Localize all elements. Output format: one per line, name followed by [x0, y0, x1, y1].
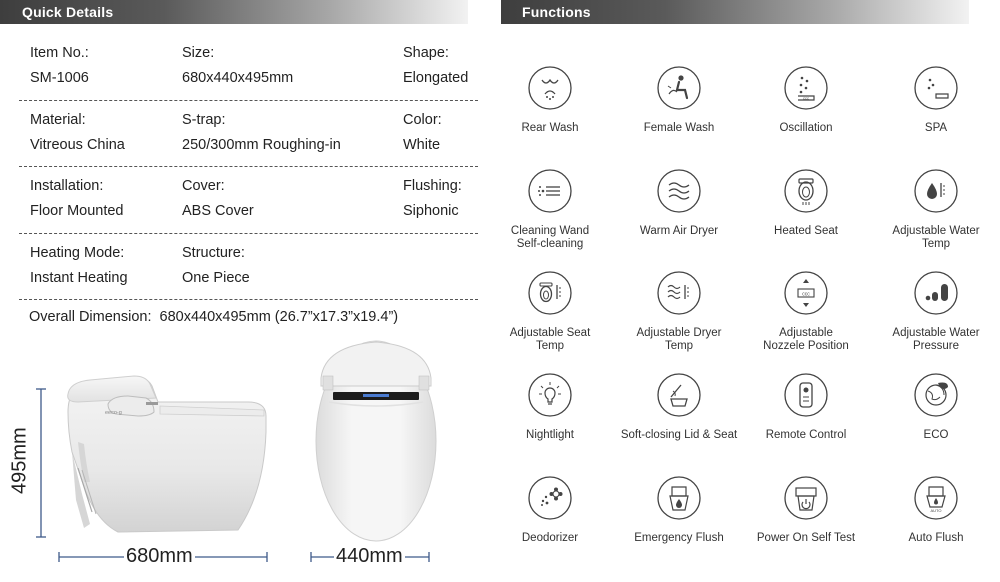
function-item: [486, 271, 614, 352]
function-label: Soft-closing Lid & Seat: [620, 429, 738, 441]
detail-label: Item No.:: [30, 45, 89, 61]
function-item: [742, 66, 870, 135]
function-label: Nightlight: [526, 429, 574, 441]
quick-details-title: Quick Details: [22, 4, 114, 20]
function-label: Deodorizer: [521, 532, 579, 544]
function-label: Emergency Flush: [634, 532, 724, 544]
function-label: Adjustable Water Temp: [892, 225, 980, 250]
detail-label: Structure:: [182, 244, 245, 261]
remote-control-icon: [784, 373, 828, 417]
quick-details-header: [0, 0, 468, 24]
detail-label: Heating Mode:: [30, 244, 125, 261]
function-item: [615, 66, 743, 135]
warm-air-dryer-icon: [657, 169, 701, 213]
emergency-flush-icon: [657, 476, 701, 520]
svg-text:ccc: ccc: [802, 291, 810, 298]
female-wash-icon: [657, 66, 701, 110]
toilet-side-view-image: [38, 372, 283, 544]
oscillation-icon: [784, 66, 828, 110]
details-row: [19, 167, 478, 234]
function-item: [872, 476, 1000, 545]
soft-close-lid-icon: [657, 373, 701, 417]
function-item: [615, 373, 743, 442]
function-item: [615, 271, 743, 352]
width-dimension-label: 440mm: [336, 545, 403, 567]
toilet-top-view-image: [311, 336, 441, 546]
function-label: Oscillation: [779, 122, 833, 134]
detail-label: Installation:: [30, 178, 104, 194]
detail-value: Siphonic: [403, 203, 459, 219]
detail-value: Elongated: [403, 70, 469, 86]
function-label: Warm Air Dryer: [639, 225, 719, 237]
function-label: Adjustable Water Pressure: [892, 327, 980, 352]
nightlight-icon: [528, 373, 572, 417]
rear-wash-icon: [528, 66, 572, 110]
height-dimension-line: [34, 388, 48, 538]
detail-value: Vitreous China: [30, 136, 125, 153]
heated-seat-icon: [784, 169, 828, 213]
function-item: [872, 373, 1000, 442]
detail-label: Color:: [403, 111, 442, 128]
function-item: [872, 66, 1000, 135]
details-row: [19, 34, 478, 101]
function-label: Female Wash: [643, 122, 715, 134]
function-label: SPA: [924, 122, 948, 134]
eco-icon: [914, 373, 958, 417]
function-item: [742, 271, 870, 352]
function-label: Adjustable Seat Temp: [509, 327, 591, 352]
detail-label: S-trap:: [182, 111, 226, 128]
detail-value: Floor Mounted: [30, 203, 124, 219]
function-label: Adjustable Nozzele Position: [763, 327, 849, 352]
detail-label: Size:: [182, 45, 215, 61]
function-label: Heated Seat: [774, 225, 838, 237]
function-label: Remote Control: [765, 429, 847, 441]
water-temp-icon: [914, 169, 958, 213]
detail-label: Material:: [30, 111, 86, 128]
product-logo-text: eeco-g: [105, 410, 122, 416]
spa-icon: [914, 66, 958, 110]
cleaning-wand-icon: [528, 169, 572, 213]
detail-value: Instant Heating: [30, 269, 128, 286]
detail-value: 250/300mm Roughing-in: [182, 136, 341, 153]
detail-label: Cover:: [182, 178, 225, 194]
function-item: [486, 476, 614, 545]
function-item: [742, 476, 870, 545]
function-item: [486, 373, 614, 442]
dryer-temp-icon: [657, 271, 701, 315]
function-item: [742, 169, 870, 238]
auto-flush-icon-text: AUTO: [930, 508, 942, 513]
detail-value: SM-1006: [30, 70, 89, 86]
function-label: ECO: [923, 429, 949, 441]
function-item: [486, 66, 614, 135]
detail-label: Flushing:: [403, 178, 462, 194]
length-dimension-label: 680mm: [126, 545, 193, 567]
seat-temp-icon: [528, 271, 572, 315]
height-dimension-label: 495mm: [8, 427, 31, 494]
auto-flush-icon: [914, 476, 958, 520]
function-item: [615, 169, 743, 238]
detail-value: ABS Cover: [182, 203, 254, 219]
details-row: [19, 101, 478, 168]
function-item: [872, 271, 1000, 352]
functions-title: Functions: [522, 4, 591, 20]
details-row: [19, 234, 478, 301]
function-item: [486, 169, 614, 250]
detail-value: One Piece: [182, 269, 250, 286]
power-self-test-icon: [784, 476, 828, 520]
function-item: [615, 476, 743, 545]
detail-value: White: [403, 136, 441, 153]
function-label: Power On Self Test: [756, 532, 856, 544]
details-table: [19, 34, 478, 300]
functions-grid: [500, 56, 1000, 576]
function-label: Adjustable Dryer Temp: [636, 327, 722, 352]
water-pressure-icon: [914, 271, 958, 315]
deodorizer-icon: [528, 476, 572, 520]
function-label: Cleaning Wand Self-cleaning: [510, 225, 590, 250]
svg-text:ccc: ccc: [803, 95, 809, 101]
detail-value: 680x440x495mm: [182, 70, 294, 86]
overall-dimension: Overall Dimension: 680x440x495mm (26.7”x17.3”x19.4”): [29, 309, 399, 325]
detail-label: Shape:: [403, 45, 449, 61]
function-item: [872, 169, 1000, 250]
function-label: Rear Wash: [521, 122, 579, 134]
function-item: [742, 373, 870, 442]
nozzle-position-icon: [784, 271, 828, 315]
functions-header: [501, 0, 969, 24]
function-label: Auto Flush: [908, 532, 964, 544]
